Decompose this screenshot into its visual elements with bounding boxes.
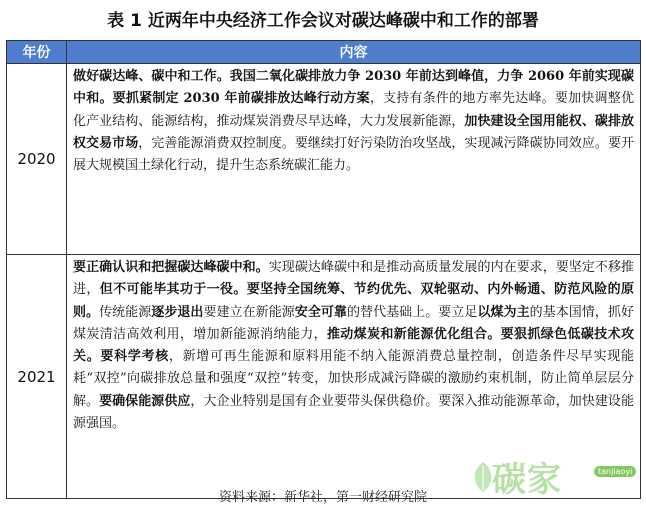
content-segment: 推动煤炭和新能源优化组合。要狠抓绿色低碳技术攻关。要科学考核 [73,326,634,365]
source-note: 资料来源：新华社，第一财经研究院 [218,490,427,505]
row-content-2020 [67,64,641,255]
content-segment: 传统能源 [99,304,152,320]
content-segment: 实现碳达峰碳中和是推动高质量发展的内在要求，要坚定不移推进， [73,260,634,298]
content-segment: ，大企业特别是国有企业要带头保供稳价。要深入推动能源革命，加快建设能源强国。 [73,393,634,432]
content-segment: 逐步退出 [151,304,204,320]
header-content: 内容 [67,41,641,64]
content-segment: 以煤为主 [477,304,530,320]
table-row [7,64,641,255]
content-segment: 要建立在新能源 [203,304,295,320]
watermark-text: 碳家 [492,460,562,500]
content-segment: 做好碳达峰、碳中和工作。我国二氧化碳排放力争 2030 年前达到峰值，力争 2060 年前实现碳中和。要抓紧制定 2030 年前碳排放达峰行动方案 [73,69,634,107]
header-year: 年份 [7,41,67,64]
content-segment: 的基本国情，抓好煤炭清洁高效利用，增加新能源消纳能力， [73,304,634,342]
content-segment: 的替代基础上。要立足 [346,304,478,320]
row-year-2020: 2020 [7,64,67,255]
table-title: 表 1 近两年中央经济工作会议对碳达峰碳中和工作的部署 [107,11,539,31]
content-segment: 要确保能源供应 [99,393,191,409]
content-segment: 加快建设全国用能权、碳排放权交易市场 [73,113,634,151]
watermark-url: tanjiaoyi [594,466,636,477]
content-segment: 但不可能毕其功于一役。要坚持全国统筹、节约优先、双轮驱动、内外畅通、防范风险的原则。 [73,282,634,320]
content-segment: ，完善能源消费双控制度。要继续打好污染防治攻坚战，实现减污降碳协同效应。要开展大规模国土绿化行动，提升生态系统碳汇能力。 [73,135,634,174]
content-segment: ，新增可再生能源和原料用能不纳入能源消费总量控制，创造条件尽早实现能耗“双控”向碳排放总量和强度“双控”转变，加快形成减污降碳的激励约束机制，防止简单层层分解。 [73,349,634,409]
watermark-logo [470,452,646,508]
content-segment: 要正确认识和把握碳达峰碳中和。 [73,260,269,275]
row-year-2021: 2021 [7,255,67,499]
content-segment: ，支持有条件的地方率先达峰。要加快调整优化产业结构、能源结构，推动煤炭消费尽早达峰，大力发展新能源， [73,91,634,129]
content-segment: 安全可靠 [294,304,347,320]
table-header-row [7,41,641,64]
deployment-table [6,40,641,499]
